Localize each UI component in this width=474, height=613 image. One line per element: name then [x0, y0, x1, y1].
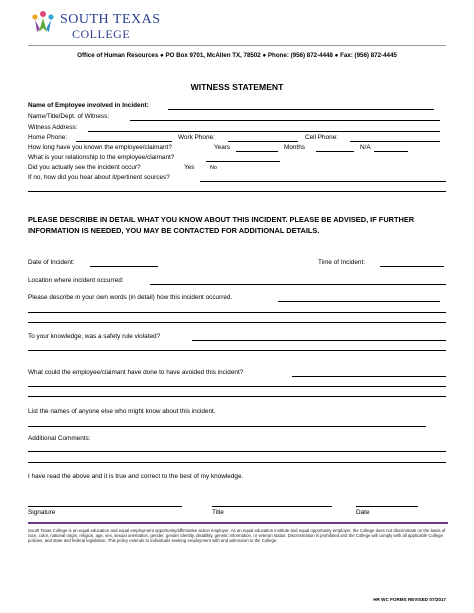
- describe-line-2[interactable]: [28, 312, 446, 313]
- witness-name-field[interactable]: [130, 120, 440, 121]
- date-label: Date: [356, 509, 370, 516]
- work-phone-label: Work Phone:: [178, 134, 215, 141]
- college-name-line2: COLLEGE: [72, 27, 131, 41]
- work-phone-field[interactable]: [228, 141, 298, 142]
- na-label: N/A: [360, 144, 371, 151]
- could-have-done-line-3[interactable]: [28, 396, 446, 397]
- others-field[interactable]: [28, 426, 426, 427]
- college-logo-icon: [28, 8, 58, 38]
- others-label: List the names of anyone else who might know about this incident.: [28, 408, 216, 415]
- relationship-label: What is your relationship to the employee/claimant?: [28, 154, 175, 161]
- witness-address-label: Witness Address:: [28, 124, 78, 131]
- college-name-line1: SOUTH TEXAS: [60, 12, 161, 27]
- safety-rule-label: To your knowledge, was a safety rule violated?: [28, 333, 161, 340]
- relationship-field[interactable]: [206, 161, 280, 162]
- cell-phone-label: Cell Phone:: [305, 134, 339, 141]
- time-of-incident-label: Time of Incident:: [318, 259, 366, 266]
- footer-bar: [28, 522, 448, 524]
- time-of-incident-field[interactable]: [380, 266, 444, 267]
- witness-name-label: Name/Title/Dept. of Witness:: [28, 113, 110, 120]
- if-no-field[interactable]: [200, 181, 446, 182]
- office-contact-line: Office of Human Resources ● PO Box 9701, McAllen TX, 78502 ● Phone: (956) 872-4448 ● Fax: (956) 872-4445: [77, 52, 397, 59]
- date-line[interactable]: [356, 506, 418, 507]
- footer-disclaimer: South Texas College is an equal education and equal employment opportunity/affirmative action employer. As an equal education institute and equal opportunity employer, the College does not discriminate on the basis of race, color, national origin, religion, age, sex, sexual orientation, gender, gender identity, disability, genetic information, or veteran status. Discrimination is prohibited and the College will comply with all applicable College policies, and state and federal legislation. This policy extends to individuals seeking employment with and admission to the College.: [28, 528, 446, 544]
- header-divider: [28, 45, 446, 46]
- months-label: Months: [284, 144, 305, 151]
- witness-address-field[interactable]: [88, 131, 440, 132]
- na-field[interactable]: [374, 151, 408, 152]
- instruction-text: PLEASE DESCRIBE IN DETAIL WHAT YOU KNOW ABOUT THIS INCIDENT. PLEASE BE ADVISED, IF FURTHER INFORMATION IS NEEDED, YOU MAY BE CONTACTED FOR ADDITIONAL DETAILS.: [28, 215, 415, 235]
- describe-label: Please describe in your own words (in detail) how this incident occurred.: [28, 294, 233, 301]
- could-have-done-field[interactable]: [292, 376, 446, 377]
- employee-label: Name of Employee involved in Incident:: [28, 102, 149, 109]
- how-long-label: How long have you known the employee/claimant?: [28, 144, 172, 151]
- could-have-done-line-2[interactable]: [28, 386, 446, 387]
- employee-field[interactable]: [168, 109, 434, 110]
- attest-text: I have read the above and it is true and correct to the best of my knowledge.: [28, 473, 244, 480]
- if-no-field-extra[interactable]: [28, 191, 446, 192]
- saw-incident-label: Did you actually see the incident occur?: [28, 164, 141, 171]
- comments-label: Additional Comments:: [28, 435, 91, 442]
- no-option[interactable]: No: [210, 165, 217, 171]
- months-field[interactable]: [316, 151, 354, 152]
- yes-option[interactable]: Yes: [184, 164, 195, 171]
- describe-line-3[interactable]: [28, 322, 446, 323]
- comments-line-1[interactable]: [28, 451, 446, 452]
- home-phone-label: Home Phone:: [28, 134, 68, 141]
- date-of-incident-label: Date of Incident:: [28, 259, 75, 266]
- location-label: Location where incident occurred:: [28, 277, 124, 284]
- title-label: Title: [212, 509, 224, 516]
- years-label: Years: [214, 144, 231, 151]
- signature-line[interactable]: [28, 506, 182, 507]
- signature-label: Signature: [28, 509, 56, 516]
- could-have-done-label: What could the employee/claimant have done to have avoided this incident?: [28, 369, 244, 376]
- form-number: HR WC FORMS REVISED 07/2017: [373, 597, 446, 602]
- location-field[interactable]: [150, 284, 446, 285]
- comments-line-2[interactable]: [28, 462, 446, 463]
- safety-rule-field[interactable]: [192, 340, 446, 341]
- describe-field[interactable]: [278, 301, 440, 302]
- safety-rule-line-2[interactable]: [28, 350, 446, 351]
- page-title: WITNESS STATEMENT: [190, 82, 284, 92]
- home-phone-field[interactable]: [76, 141, 172, 142]
- date-of-incident-field[interactable]: [90, 266, 158, 267]
- title-line[interactable]: [212, 506, 332, 507]
- years-field[interactable]: [236, 151, 278, 152]
- if-no-label: If no, how did you hear about it/pertinent sources?: [28, 174, 170, 181]
- cell-phone-field[interactable]: [350, 141, 440, 142]
